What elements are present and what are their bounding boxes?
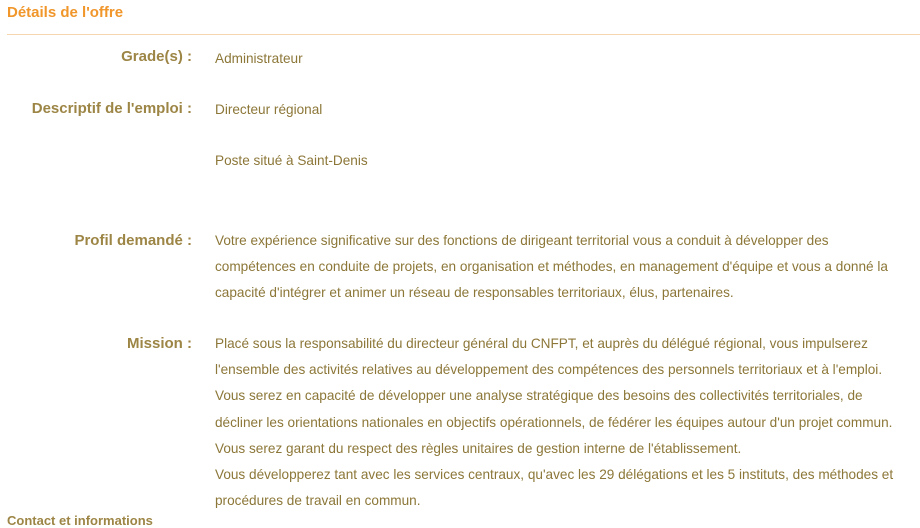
mission-line: Placé sous la responsabilité du directeur général du CNFPT, et auprès du délégué régional, vous impulserez	[215, 336, 868, 351]
field-value-mission	[215, 331, 915, 514]
mission-line: Vous développerez tant avec les services centraux, qu'avec les 29 délégations et les 5 instituts, des méthodes et	[215, 467, 894, 483]
field-value-descriptif-location: Poste situé à Saint-Denis	[215, 153, 368, 168]
profil-line: capacité d'intégrer et animer un réseau de responsables territoriaux, élus, partenaires.	[215, 285, 734, 301]
field-label-mission: Mission :	[126, 335, 192, 352]
mission-line: l'ensemble des activités relatives au développement des compétences des personnels territoriaux et à l'emploi.	[215, 362, 883, 378]
section-divider	[7, 34, 920, 35]
profil-line: Votre expérience significative sur des fonctions de dirigeant territorial vous a conduit à développer des	[215, 233, 829, 248]
field-value-grade: Administrateur	[215, 51, 303, 66]
field-label-descriptif: Descriptif de l'emploi :	[31, 100, 192, 117]
mission-line: Vous serez en capacité de développer une analyse stratégique des besoins des collectivités territoriales, de	[215, 388, 863, 404]
mission-line: Vous serez garant du respect des règles unitaires de gestion interne de l'établissement.	[215, 440, 742, 456]
mission-line: procédures de travail en commun.	[215, 493, 421, 509]
field-label-profil: Profil demandé :	[74, 232, 192, 249]
field-value-descriptif-title: Directeur régional	[215, 102, 323, 117]
mission-line: décliner les orientations nationales en objectifs opérationnels, de fédérer les équipes autour d'un projet commun.	[215, 414, 893, 430]
profil-line: compétences en conduite de projets, en organisation et méthodes, en management d'équipe et vous a donné la	[215, 259, 888, 275]
field-value-profil	[215, 228, 915, 307]
section-title: Détails de l'offre	[7, 4, 124, 21]
field-label-grade: Grade(s) :	[121, 48, 192, 65]
next-section-heading-partial: Contact et informations	[7, 513, 153, 528]
